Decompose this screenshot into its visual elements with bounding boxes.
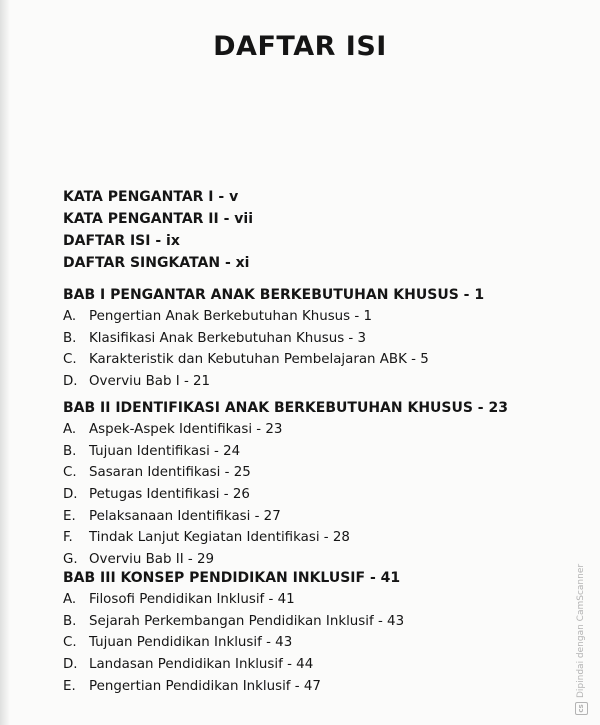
item-letter: D. bbox=[63, 487, 78, 503]
list-item bbox=[63, 462, 508, 484]
list-item bbox=[63, 484, 508, 506]
front-matter-item: KATA PENGANTAR I - v bbox=[63, 189, 239, 205]
item-letter: C. bbox=[63, 635, 77, 651]
chapter-3 bbox=[63, 567, 404, 697]
item-text: Petugas Identifikasi - 26 bbox=[89, 487, 250, 503]
list-item bbox=[63, 527, 508, 549]
camscanner-icon: cs bbox=[575, 702, 588, 715]
item-text: Sasaran Identifikasi - 25 bbox=[89, 465, 251, 481]
item-letter: A. bbox=[63, 422, 77, 437]
item-text: Sejarah Perkembangan Pendidikan Inklusif - 43 bbox=[89, 613, 405, 629]
item-letter: B. bbox=[63, 330, 77, 346]
front-matter-item: KATA PENGANTAR II - vii bbox=[63, 211, 254, 227]
list-item bbox=[63, 441, 508, 463]
list-item bbox=[63, 611, 404, 633]
item-text: Filosofi Pendidikan Inklusif - 41 bbox=[89, 592, 295, 607]
item-text: Tindak Lanjut Kegiatan Identifikasi - 28 bbox=[89, 530, 350, 546]
list-item bbox=[63, 328, 484, 350]
page-title: DAFTAR ISI bbox=[213, 31, 387, 62]
chapter-1 bbox=[63, 284, 484, 393]
page-spine-shadow bbox=[0, 0, 10, 725]
item-text: Overviu Bab I - 21 bbox=[89, 374, 211, 390]
chapter-heading: BAB II IDENTIFIKASI ANAK BERKEBUTUHAN KHUSUS - 23 bbox=[63, 400, 508, 416]
item-text: Overviu Bab II - 29 bbox=[89, 552, 215, 568]
list-item bbox=[63, 676, 404, 698]
item-letter: C. bbox=[63, 352, 77, 368]
item-text: Klasifikasi Anak Berkebutuhan Khusus - 3 bbox=[89, 330, 367, 346]
item-text: Landasan Pendidikan Inklusif - 44 bbox=[89, 657, 314, 673]
list-item bbox=[63, 632, 404, 654]
item-text: Aspek-Aspek Identifikasi - 23 bbox=[89, 422, 283, 437]
item-letter: E. bbox=[63, 678, 76, 694]
item-letter: B. bbox=[63, 613, 77, 629]
list-item bbox=[63, 654, 404, 676]
chapter-heading: BAB III KONSEP PENDIDIKAN INKLUSIF - 41 bbox=[63, 570, 401, 586]
list-item bbox=[63, 419, 508, 441]
item-text: Tujuan Pendidikan Inklusif - 43 bbox=[89, 635, 293, 651]
chapter-2 bbox=[63, 397, 508, 571]
item-letter: G. bbox=[63, 552, 78, 568]
list-item bbox=[63, 589, 404, 611]
item-text: Tujuan Identifikasi - 24 bbox=[89, 443, 241, 459]
list-item bbox=[63, 371, 484, 393]
list-item bbox=[63, 306, 484, 328]
item-text: Pengertian Anak Berkebutuhan Khusus - 1 bbox=[89, 309, 373, 324]
chapter-item-list bbox=[63, 589, 404, 697]
item-letter: B. bbox=[63, 443, 77, 459]
front-matter-item: DAFTAR SINGKATAN - xi bbox=[63, 255, 250, 271]
item-letter: D. bbox=[63, 657, 78, 673]
item-letter: F. bbox=[63, 530, 73, 546]
watermark-text: Dipindai dengan CamScanner bbox=[576, 563, 586, 698]
chapter-item-list bbox=[63, 306, 484, 393]
scanner-watermark bbox=[572, 540, 590, 715]
item-text: Karakteristik dan Kebutuhan Pembelajaran ABK - 5 bbox=[89, 352, 429, 368]
front-matter-item: DAFTAR ISI - ix bbox=[63, 233, 180, 249]
item-text: Pengertian Pendidikan Inklusif - 47 bbox=[89, 678, 321, 694]
item-letter: A. bbox=[63, 592, 77, 607]
item-letter: E. bbox=[63, 508, 76, 524]
item-text: Pelaksanaan Identifikasi - 27 bbox=[89, 508, 281, 524]
chapter-heading: BAB I PENGANTAR ANAK BERKEBUTUHAN KHUSUS - 1 bbox=[63, 287, 485, 303]
list-item bbox=[63, 506, 508, 528]
front-matter-list bbox=[63, 186, 253, 274]
item-letter: D. bbox=[63, 374, 78, 390]
chapter-item-list bbox=[63, 419, 508, 571]
item-letter: C. bbox=[63, 465, 77, 481]
item-letter: A. bbox=[63, 309, 77, 324]
list-item bbox=[63, 349, 484, 371]
